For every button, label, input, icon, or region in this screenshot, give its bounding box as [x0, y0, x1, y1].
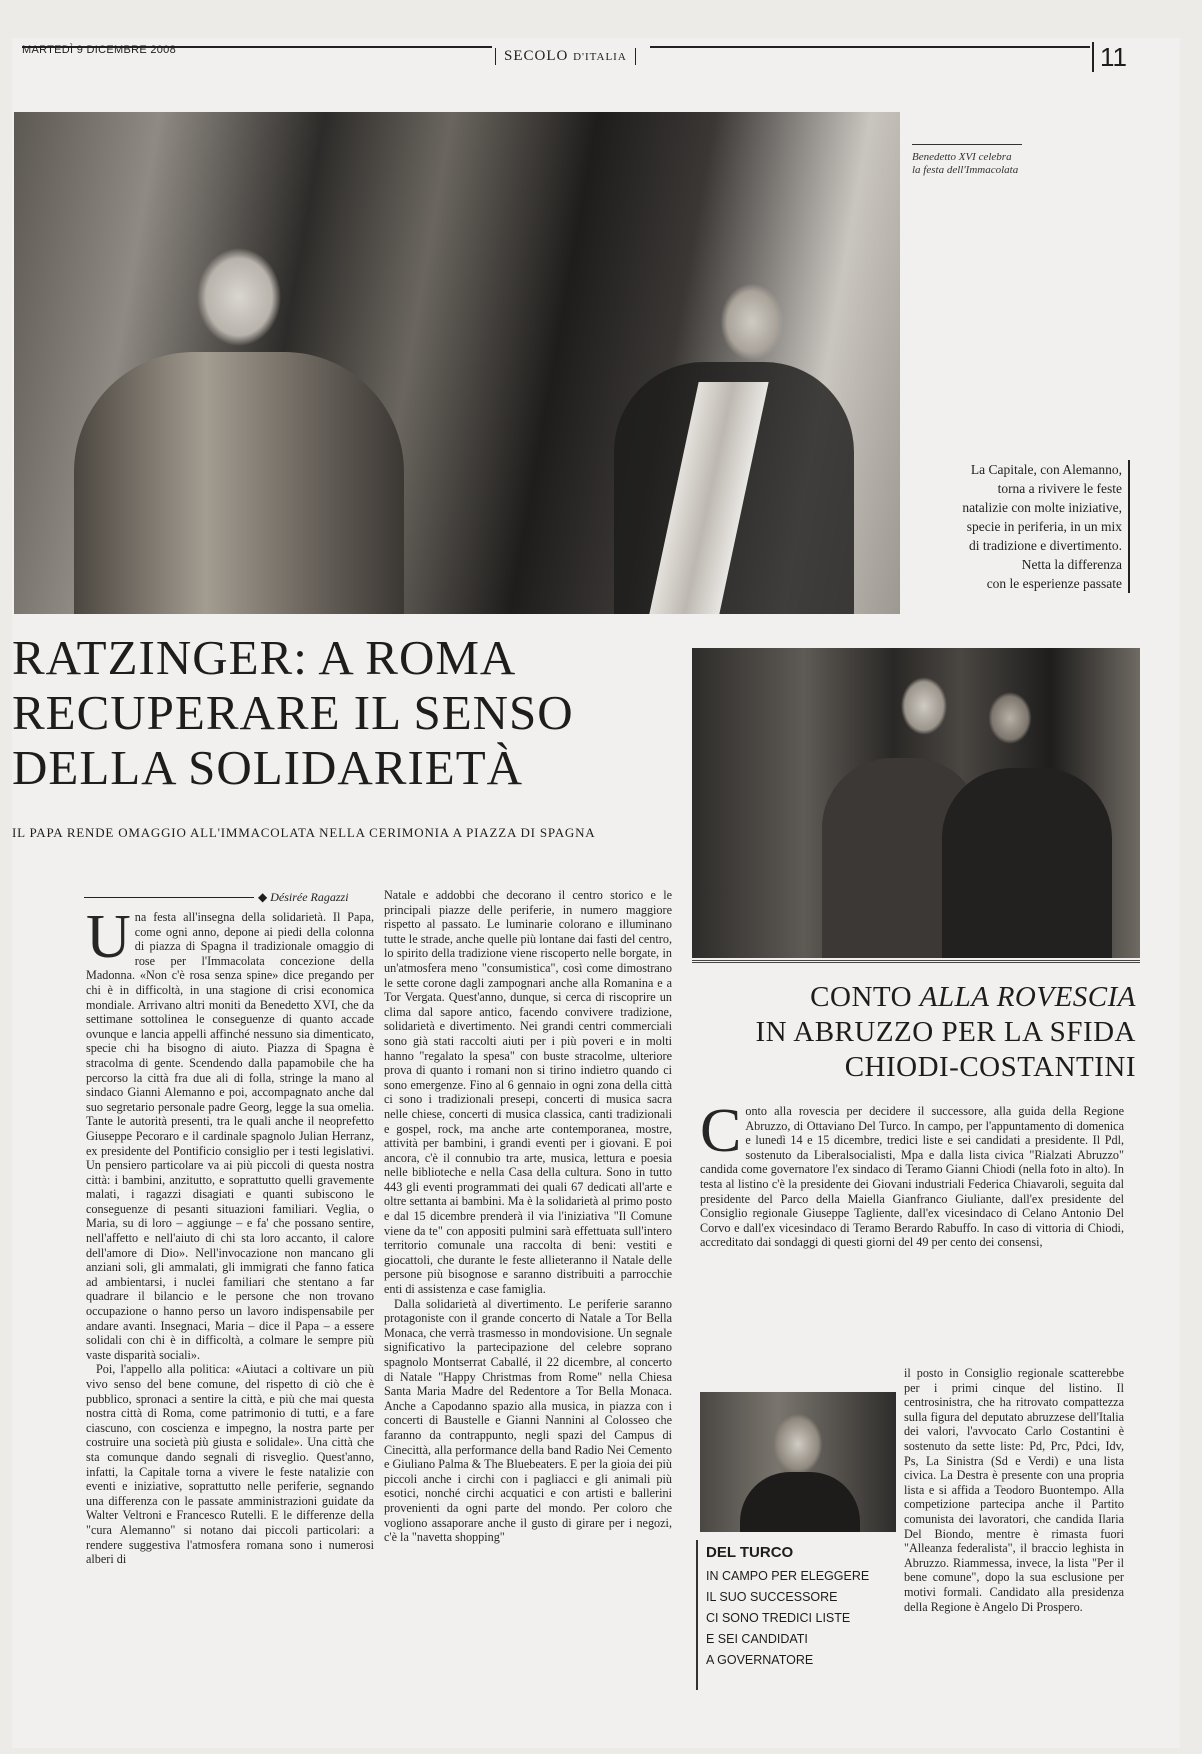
paper-name: SECOLO: [504, 48, 569, 64]
masthead-paper-name: [495, 48, 636, 65]
article-paragraph: [86, 910, 374, 1362]
dropcap: U: [86, 910, 131, 971]
caption-box-line: di tradizione e divertimento.: [969, 538, 1122, 553]
caption-box-line: specie in periferia, in un mix: [966, 519, 1122, 534]
paper-suffix: D'ITALIA: [573, 51, 627, 63]
side-headline-line-2: IN ABRUZZO PER LA SFIDA: [755, 1016, 1136, 1048]
caption-box-line: con le esperienze passate: [986, 576, 1122, 591]
side-headline-line-3: CHIODI-COSTANTINI: [844, 1051, 1136, 1083]
masthead-rule-right: [650, 46, 1090, 48]
box-line: CI SONO TREDICI LISTE: [706, 1611, 851, 1625]
caption-box-line: Netta la differenza: [1021, 557, 1122, 572]
page-number: 11: [1092, 42, 1127, 72]
main-photo-pope-and-mayor: [14, 112, 900, 614]
article-column-2: [384, 888, 672, 1680]
side-headline-italic: ALLA ROVESCIA: [919, 981, 1136, 1013]
side-article-headline: [700, 980, 1136, 1085]
box-title: DEL TURCO: [706, 1544, 794, 1561]
caption-box-line: La Capitale, con Alemanno,: [970, 462, 1122, 477]
article-column-1: [86, 910, 374, 1680]
box-line: IL SUO SUCCESSORE: [706, 1590, 838, 1604]
caption-box-line: natalizie con molte iniziative,: [962, 500, 1122, 515]
pope-robe-shape: [74, 352, 404, 614]
article-paragraph: Dalla solidarietà al divertimento. Le periferie saranno protagoniste con il grande concerto di Natale a Tor Bella Monaca, che verrà trasmesso in mondovisione. Un segnale significativo la partecipazione del celebre soprano spagnolo Montserrat Caballé, il 22 dicembre, al concerto di Natale "Happy Christmas from Rome" nella Chiesa Santa Maria Madre del Redentore a Tor Bella Monaca. Anche a Capodanno spazio alla musica, in piazza con i concerti di Baustelle e Gianni Nannini al Colosseo che faranno da contrappunto, negli spazi del Campus di Cinecittà, alla performance della band Radio Nei Cemento e Giuliano Palma & The Bluebeaters. E per la gioia dei più piccoli anche i circhi con i pagliacci e gli animali più esotici, nonché circhi acquatici e con artisti e ballerini provenienti da ogni parte del mondo. Per coloro che vogliono assaporare anche il gusto di girare per i negozi, c'è la "navetta shopping": [384, 1296, 672, 1545]
article-paragraph: Poi, l'appello alla politica: «Aiutaci a coltivare un più vivo senso del bene comune, del rispetto di ciò che è pubblico, spronaci a sentire la città, e più che mai questa nostra città di Roma, come patrimonio di tutti, e a fare ciascuno, con coscienza e impegno, la nostra parte per costruire una società più giusta e solidale». Una città che sta comunque dando segnali di risveglio. Quest'anno, infatti, la Capitale torna a vivere le feste natalizie con eventi e iniziative, soprattutto nelle periferie, segnando una differenza con le passate amministrazioni guidate da Walter Veltroni e Francesco Rutelli. E le differenze della "cura Alemanno" si notano dai piccoli particolari: a rendere suggestiva l'atmosfera romana sono i numerosi alberi di: [86, 1362, 374, 1567]
box-line: A GOVERNATORE: [706, 1653, 814, 1667]
side-headline-line-1: [700, 980, 1136, 1015]
side-paragraph: il posto in Consiglio regionale scatterebbe per i primi cinque del listino. Il centrosinistra, che ha ritrovato compattezza sulla figura del deputato abruzzese dell'Italia dei valori, l'avvocato Carlo Costantini è sostenuto da sette liste: Pd, Prc, Pdci, Idv, Ps, La Sinistra (Sd e Verdi) e una lista civica. La Destra è presente con una propria lista e si affida a Teodoro Buontempo. Alla competizione partecipa anche il Partito comunista dei lavoratori, che candida Ilaria Del Biondo, mentre è rimasta fuori "Alleanza federalista", il braccio leghista in Abruzzo. Riammessa, invece, la lista "Per il bene comune", dopo la sua esclusione per motivi formali. Candidato alla presidenza della Regione è Angelo Di Prospero.: [904, 1366, 1124, 1614]
masthead-date: MARTEDÌ 9 DICEMBRE 2008: [22, 44, 177, 56]
box-rule: [696, 1540, 698, 1690]
side-headline-plain: CONTO: [810, 981, 920, 1013]
article-subhead: IL PAPA RENDE OMAGGIO ALL'IMMACOLATA NELLA CERIMONIA A PIAZZA DI SPAGNA: [12, 825, 596, 840]
caption-box-line: torna a rivivere le feste: [997, 481, 1122, 496]
dropcap: C: [700, 1104, 742, 1165]
side-photo-chiodi: [692, 648, 1140, 958]
paragraph-text: na festa all'insegna della solidarietà. Il Papa, come ogni anno, depone ai piedi della colonna di piazza di Spagna il tradizionale omaggio di rose per l'Immacolata concezione della Madonna. «Non c'è rosa senza spine» dice pregando per chi è in difficoltà, in una stagione di crisi economica mondiale. Arrivano altri moniti da Benedetto XVI, che da settimane sottolinea le conseguenze di quanto accade ovunque e lancia appelli affinché nessuno sia dimenticato, specie chi ha bisogno di aiuto. Piazza di Spagna è stracolma di gente. Scendendo dalla papamobile che ha percorso la città fra due ali di folla, stringe la mano al sindaco Gianni Alemanno e poi, accompagnato anche dal suo segretario personale padre Georg, legge la sua omelia. Tante le autorità presenti, tra le quali anche il neoprefetto Giuseppe Pecoraro e il cardinale spagnolo Julian Herranz, ex presidente del Pontificio consiglio per i testi legislativi. Un pensiero particolare va ai più piccoli di questa nostra città: i bambini, anzitutto, e soprattutto quelli gravemente malati, i ragazzi disagiati e quanti subiscono le conseguenze di pesanti situazioni familiari. Veglia, o Maria, su di loro – aggiunge – e fa' che possano sentire, nell'affetto e nell'aiuto di chi sta loro accanto, il calore dell'amore di Dio». Nell'invocazione non mancano gli anziani soli, gli ammalati, gli immigrati che fanno fatica ad ambientarsi, i nuclei familiari che stentano a far quadrare il bilancio e le persone che non trovano occupazione o hanno perso un lavoro indispensabile per andare avanti. Insegnaci, Maria – dice il Papa – a essere solidali con chi è in difficoltà, a colmare le sempre più vaste disparità sociali».: [86, 910, 374, 1362]
side-paragraph: [700, 1104, 1124, 1250]
box-body: [706, 1566, 886, 1671]
main-photo-caption: Benedetto XVI celebra la festa dell'Immacolata: [912, 144, 1022, 177]
person-shape: [740, 1472, 860, 1532]
side-article-column-2: [904, 1366, 1124, 1678]
main-photo-caption-box: [905, 460, 1130, 593]
article-paragraph: Natale e addobbi che decorano il centro storico e le principali piazze delle periferie, in numero maggiore rispetto al passato. Le luminarie colorano e illuminano tutte le strade, anche quelle più lontane dai fasti del centro, lo spirito della tradizione viene riscoperto nelle borgate, in un'atmosfera meno "consumistica", così come dimostrano le sette corone dagli zampognari anche alla Romanina e a Tor Vergata. Quest'anno, dunque, si cerca di riscoprire un clima dal sapore antico, facendo convivere tradizione, solidarietà e divertimento. Nei grandi centri commerciali sono già stati raccolti aiuti per i più poveri e in molti hanno "regalato la spesa" con buste stracolme, ulteriore prova di quanto i romani non si tirino indietro quando ci sono emergenze. Fino al 6 gennaio in ogni zona della città ci sono i tradizionali presepi, concerti di musica sacra nelle chiese, concerti di musica classica, canti tradizionali e gospel, rock, ma anche arte contemporanea, mostre, attività per bambini, i grandi eventi per i giovani. E poi ancora, c'è il connubio tra arte, musica, lettura e poesia nelle biblioteche e nella Casa della cultura. Sono in tutto 443 gli eventi programmati dei quali 67 dedicati all'arte e oltre settanta ai bambini. Ma è la solidarietà al primo posto e dal 15 dicembre prenderà il via l'iniziativa "Il Comune viene da te" con appositi pulmini sarà effettuata sull'intero territorio comunale una raccolta di beni: vestiti e giocattoli, che durante le feste allieteranno il Natale delle persone più bisognose e saranno distribuiti a parrocchie enti di assistenza e case famiglia.: [384, 888, 672, 1297]
author-rule: [84, 897, 254, 898]
del-turco-photo: [700, 1392, 896, 1532]
side-article-column-1: [700, 1104, 1124, 1364]
person-shape: [942, 768, 1112, 958]
box-line: IN CAMPO PER ELEGGERE: [706, 1569, 870, 1583]
side-article-rule: [692, 960, 1140, 963]
paragraph-text: onto alla rovescia per decidere il successore, alla guida della Regione Abruzzo, di Ottaviano Del Turco. In campo, per l'appuntamento di domenica e lunedì 14 e 15 dicembre, tredici liste e sei candidati a presidente. Il Pdl, sostenuto da Liberalsocialisti, Mpa e dalla lista civica "Rialzati Abruzzo" candida come governatore l'ex sindaco di Teramo Gianni Chiodi (nella foto in alto). In testa al listino c'è la presidente dei Giovani industriali Federica Chiavaroli, seguita dal presidente del Parco della Maiella Gianfranco Giuliante, dall'ex presidente del Consiglio regionale Giuseppe Tagliente, dall'ex vicesindaco di Celano Antonio Del Corvo e dall'ex vicesindaco di Teramo Berardo Rabuffo. In caso di vittoria di Chiodi, accreditato dai sondaggi di questi giorni del 49 per cento dei consensi,: [700, 1104, 1124, 1250]
article-author: ◆ Désirée Ragazzi: [258, 890, 349, 904]
box-line: E SEI CANDIDATI: [706, 1632, 808, 1646]
article-headline: RATZINGER: A ROMA RECUPERARE IL SENSO DELLA SOLIDARIETÀ: [12, 630, 574, 795]
